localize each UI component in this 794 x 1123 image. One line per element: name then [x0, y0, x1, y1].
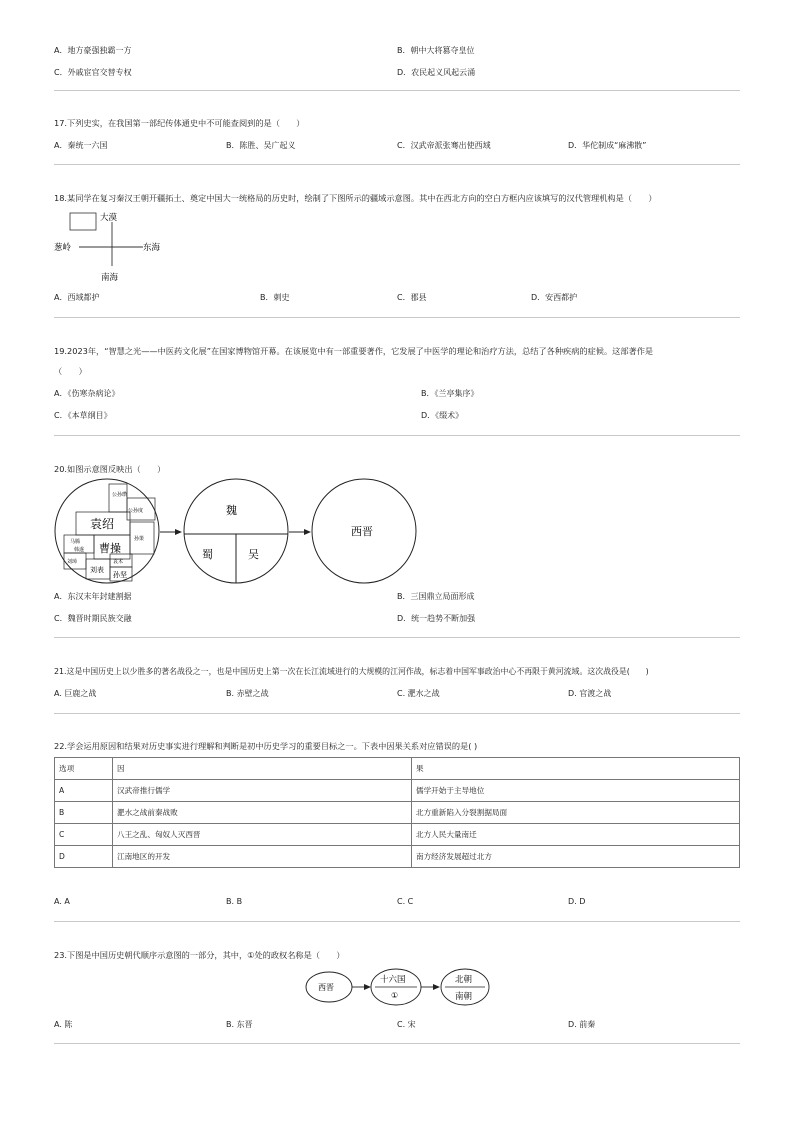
table-cell: 北方重新陷入分裂割据局面	[412, 802, 740, 824]
q19-stem-cont: （ ）	[54, 366, 87, 376]
q17-option-a[interactable]: A．秦统一六国	[54, 141, 108, 150]
q19-option-b[interactable]: B．《兰亭集序》	[421, 389, 479, 398]
q22-option-a[interactable]: A. A	[54, 897, 70, 906]
divider	[54, 90, 740, 91]
divider	[54, 1043, 740, 1044]
divider	[54, 164, 740, 165]
q21-stem: 21.这是中国历史上以少胜多的著名战役之一，也是中国历史上第一次在长江流域进行的大规模的江河作战，标志着中国军事政治中心不再限于黄河流域。这次战役是( )	[54, 667, 649, 676]
table-cell: 北方人民大量南迁	[412, 824, 740, 846]
q20-option-c[interactable]: C．魏晋时期民族交融	[54, 614, 132, 623]
label-liuzhang: 刘璋	[67, 559, 78, 565]
map-east-label: 东海	[143, 243, 161, 253]
q20-diagram	[54, 478, 434, 586]
q19-option-d[interactable]: D．《缀术》	[421, 411, 464, 420]
q23-option-b[interactable]: B. 东晋	[226, 1020, 253, 1029]
table-row	[55, 780, 740, 802]
q17-option-b[interactable]: B．陈胜、吴广起义	[226, 141, 296, 150]
table-cell: D	[55, 846, 113, 868]
map-west-label: 葱岭	[54, 243, 72, 253]
arrow-icon	[175, 529, 182, 535]
label-caocao: 曹操	[99, 542, 121, 555]
q18-option-b[interactable]: B．刺史	[260, 293, 290, 302]
arrow-icon	[364, 984, 371, 990]
arrow-icon	[433, 984, 440, 990]
label-yuanshu: 袁术	[113, 559, 124, 565]
table-cell: A	[55, 780, 113, 802]
label-sunce: 孙策	[134, 536, 145, 542]
label-shu: 蜀	[202, 548, 213, 561]
table-header-cell: 果	[412, 758, 740, 780]
map-south-label: 南海	[101, 273, 119, 283]
q18-option-a[interactable]: A．西域都护	[54, 293, 100, 302]
table-row	[55, 824, 740, 846]
q20-stem: 20.如图示意图反映出（ ）	[54, 464, 166, 474]
q18-option-d[interactable]: D．安西都护	[531, 293, 578, 302]
label-gongsundu: 公孙度	[128, 508, 144, 514]
table-cell: 汉武帝推行儒学	[113, 780, 412, 802]
label-mateng: 马腾	[70, 539, 81, 545]
label-liubiao: 刘表	[90, 566, 104, 574]
table-header-cell: 选项	[55, 758, 113, 780]
label-xijin: 西晋	[351, 525, 373, 538]
q23-option-a[interactable]: A. 陈	[54, 1020, 73, 1029]
label-wu: 吴	[248, 548, 259, 561]
label-yuanshao: 袁绍	[90, 517, 115, 531]
table-cell: 南方经济发展超过北方	[412, 846, 740, 868]
q17-stem: 17.下列史实，在我国第一部纪传体通史中不可能查阅到的是（ ）	[54, 118, 305, 128]
label-nanchao: 南朝	[455, 992, 473, 1002]
label-sunjian: 孙坚	[113, 571, 127, 579]
q19-option-a[interactable]: A．《伤寒杂病论》	[54, 389, 120, 398]
q18-territory-map	[54, 208, 174, 288]
label-hansui: 韩遂	[74, 547, 85, 553]
table-header-cell: 因	[113, 758, 412, 780]
q20-option-a[interactable]: A．东汉末年封建割据	[54, 592, 132, 601]
map-north-label: 大漠	[100, 213, 118, 223]
table-cell: 儒学开始于主导地位	[412, 780, 740, 802]
q19-option-c[interactable]: C．《本草纲目》	[54, 411, 112, 420]
label-shiliuguo: 十六国	[380, 975, 406, 985]
table-cell: 八王之乱、匈奴人灭西晋	[113, 824, 412, 846]
q21-option-b[interactable]: B. 赤壁之战	[226, 689, 269, 698]
q18-option-c[interactable]: C．郡县	[397, 293, 427, 302]
q16-option-c[interactable]: C．外戚宦官交替专权	[54, 68, 132, 77]
q23-option-d[interactable]: D. 前秦	[568, 1020, 596, 1029]
label-blank-1: ①	[391, 991, 399, 1000]
q22-option-c[interactable]: C. C	[397, 897, 414, 906]
q21-option-a[interactable]: A. 巨鹿之战	[54, 689, 97, 698]
divider	[54, 435, 740, 436]
q22-option-d[interactable]: D. D	[568, 897, 586, 906]
q19-stem: 19.2023年，“智慧之光——中医药文化展”在国家博物馆开幕。在该展览中有一部重要著作，它发展了中医学的理论和治疗方法，总结了各种疾病的症候。这部著作是	[54, 346, 654, 356]
q22-option-b[interactable]: B. B	[226, 897, 243, 906]
q16-option-b[interactable]: B．朝中大将篡夺皇位	[397, 46, 475, 55]
q23-stem: 23.下图是中国历史朝代顺序示意图的一部分，其中，①处的政权名称是（ ）	[54, 950, 345, 960]
table-row	[55, 846, 740, 868]
label-wei: 魏	[226, 504, 237, 517]
label-xijin: 西晋	[318, 983, 334, 992]
label-beichao: 北朝	[455, 975, 473, 985]
q18-stem: 18.某同学在复习秦汉王朝开疆拓土、奠定中国大一统格局的历史时，绘制了下图所示的疆域示意图。其中在西北方向的空白方框内应该填写的汉代管理机构是（ ）	[54, 193, 657, 203]
q23-dynasty-diagram	[305, 965, 495, 1011]
table-cell: C	[55, 824, 113, 846]
divider	[54, 713, 740, 714]
divider	[54, 317, 740, 318]
divider	[54, 637, 740, 638]
table-row	[55, 802, 740, 824]
q22-stem: 22.学会运用原因和结果对历史事实进行理解和判断是初中历史学习的重要目标之一。下表中因果关系对应错误的是( )	[54, 741, 478, 751]
q23-option-c[interactable]: C. 宋	[397, 1020, 416, 1029]
label-gongsunzan: 公孙瓒	[112, 492, 128, 498]
q21-option-c[interactable]: C. 淝水之战	[397, 689, 440, 698]
q17-option-c[interactable]: C．汉武帝派张骞出使西域	[397, 141, 491, 150]
table-cell: 江南地区的开发	[113, 846, 412, 868]
q16-option-d[interactable]: D．农民起义风起云涌	[397, 68, 476, 77]
divider	[54, 921, 740, 922]
q17-option-d[interactable]: D．华佗制成“麻沸散”	[568, 141, 647, 150]
table-header-row	[55, 758, 740, 780]
q20-option-b[interactable]: B．三国鼎立局面形成	[397, 592, 475, 601]
blank-box	[70, 213, 96, 230]
q20-option-d[interactable]: D．统一趋势不断加强	[397, 614, 476, 623]
arrow-icon	[304, 529, 311, 535]
q16-option-a[interactable]: A．地方豪强独霸一方	[54, 46, 132, 55]
table-cell: B	[55, 802, 113, 824]
q21-option-d[interactable]: D. 官渡之战	[568, 689, 612, 698]
table-cell: 淝水之战前秦战败	[113, 802, 412, 824]
q22-table	[54, 757, 740, 868]
circle-warlords	[55, 479, 159, 583]
